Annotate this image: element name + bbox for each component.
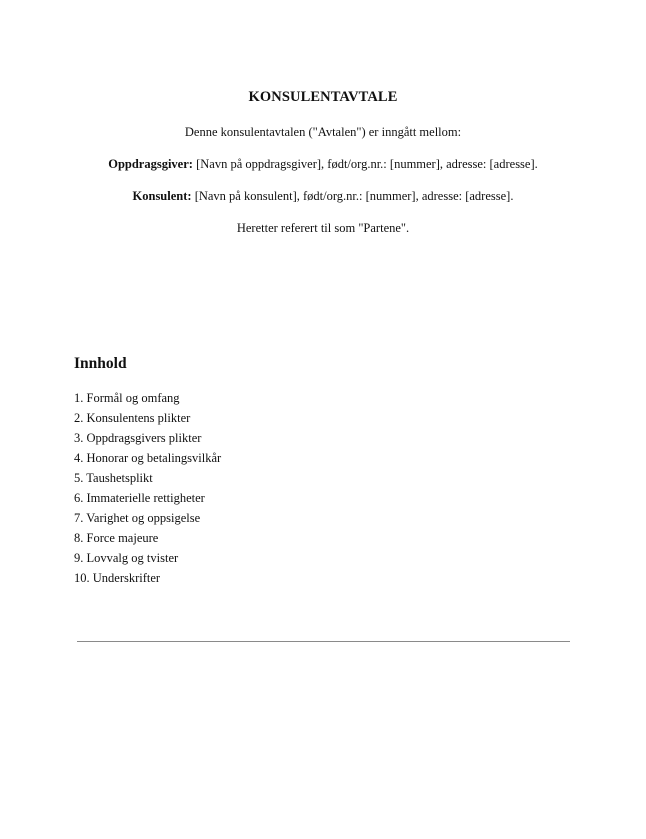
toc-item: 5. Taushetsplikt (74, 471, 153, 485)
toc-heading: Innhold (74, 355, 127, 372)
party-client (0, 157, 646, 172)
hereafter-text: Heretter referert til som "Partene". (236, 221, 410, 235)
toc-item: 7. Varighet og oppsigelse (74, 511, 201, 525)
toc-list (74, 390, 221, 590)
toc-item: 9. Lovvalg og tvister (74, 551, 179, 565)
toc-item: 2. Konsulentens plikter (74, 411, 191, 425)
toc-item: 4. Honorar og betalingsvilkår (74, 451, 222, 465)
toc-item: 10. Underskrifter (74, 571, 161, 585)
party-consultant-label: Konsulent: (132, 189, 192, 203)
party-consultant-details: [Navn på konsulent], født/org.nr.: [nummer], adresse: [adresse]. (191, 189, 514, 203)
toc-item: 1. Formål og omfang (74, 391, 180, 405)
party-consultant (0, 189, 646, 204)
intro-text: Denne konsulentavtalen ("Avtalen") er inngått mellom: (184, 125, 462, 139)
party-client-label: Oppdragsgiver: (108, 157, 193, 171)
horizontal-divider (77, 641, 570, 642)
party-client-details: [Navn på oppdragsgiver], født/org.nr.: [nummer], adresse: [adresse]. (192, 157, 538, 171)
document-title: KONSULENTAVTALE (248, 89, 398, 105)
toc-item: 6. Immaterielle rettigheter (74, 491, 205, 505)
toc-item: 8. Force majeure (74, 531, 159, 545)
toc-item: 3. Oppdragsgivers plikter (74, 431, 202, 445)
